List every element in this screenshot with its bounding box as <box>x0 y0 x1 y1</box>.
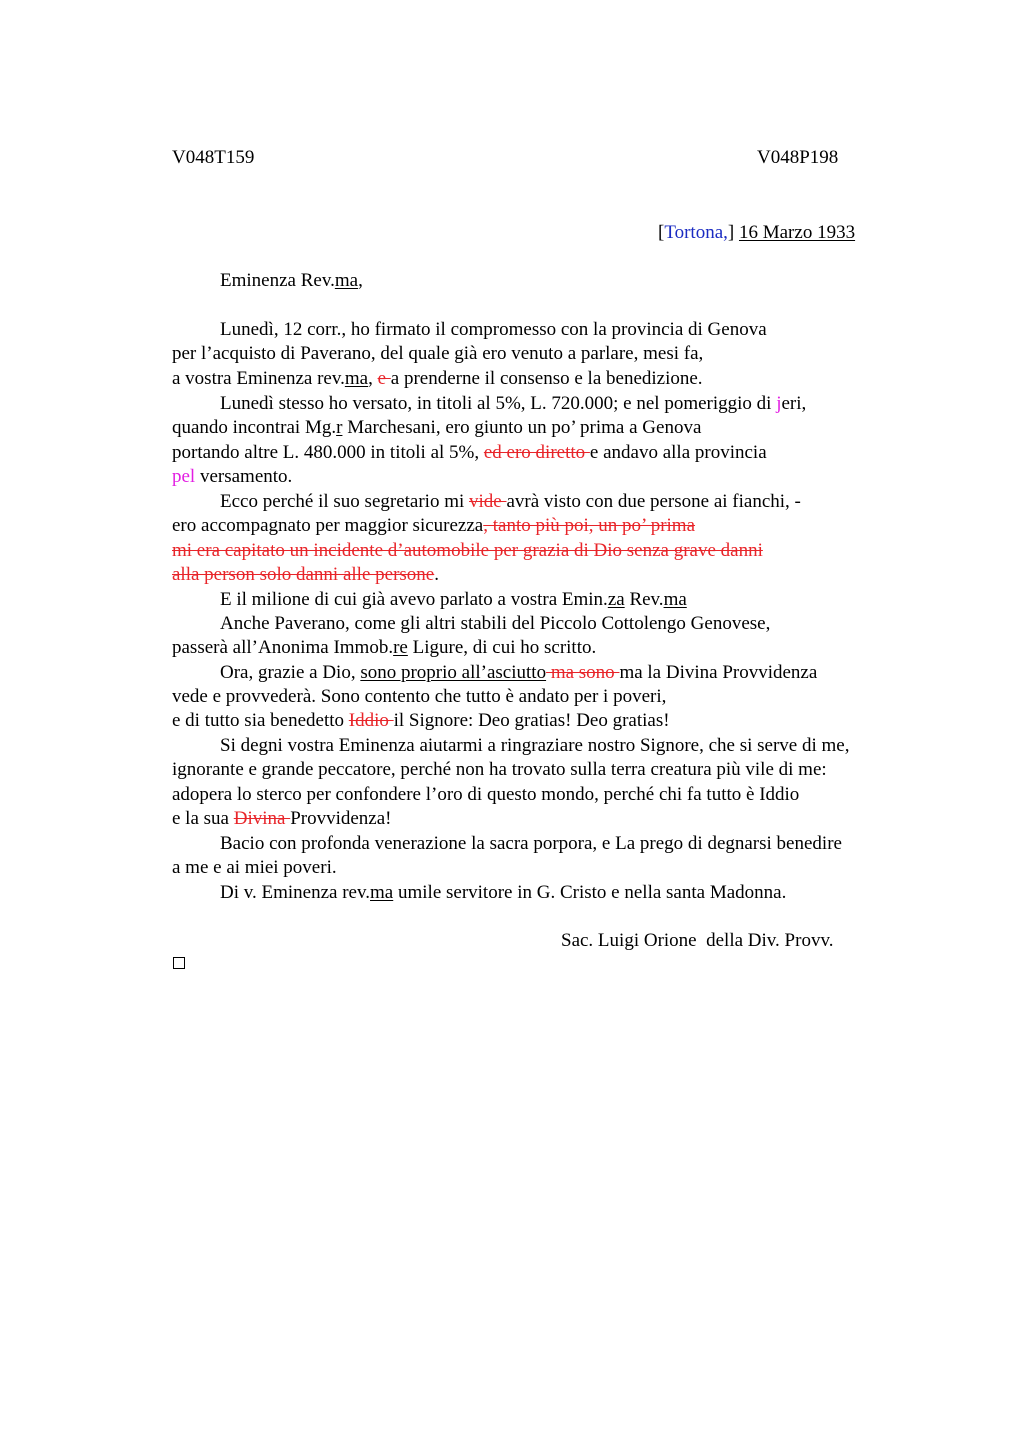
salutation: Eminenza Rev.ma, <box>220 270 363 291</box>
body-line-12: E il milione di cui già avevo parlato a vostra Emin.za Rev.ma <box>220 589 687 610</box>
body-line-3: a vostra Eminenza rev.ma, e a prenderne il consenso e la benedizione. <box>172 368 703 389</box>
body-line-14: passerà all’Anonima Immob.re Ligure, di cui ho scritto. <box>172 637 597 658</box>
dateline-date: 16 Marzo 1933 <box>738 222 856 243</box>
body-line-18: Si degni vostra Eminenza aiutarmi a ringraziare nostro Signore, che si serve di me, <box>220 735 850 756</box>
deleted-text: Iddio <box>348 710 394 731</box>
body-line-8: Ecco perché il suo segretario mi vide avrà visto con due persone ai fianchi, - <box>220 491 801 512</box>
document-code-right: V048P198 <box>757 147 839 168</box>
deleted-text: , tanto più poi, un po’ prima <box>483 515 696 536</box>
deleted-text: mi era capitato un incidente d’automobile per grazia di Dio senza grave danni <box>172 540 763 561</box>
deleted-text: vide <box>469 491 507 512</box>
document-code-left: V048T159 <box>172 147 255 168</box>
body-line-17: e di tutto sia benedetto Iddio il Signore: Deo gratias! Deo gratias! <box>172 710 670 731</box>
body-line-24: Di v. Eminenza rev.ma umile servitore in G. Cristo e nella santa Madonna. <box>220 882 787 903</box>
body-line-15: Ora, grazie a Dio, sono proprio all’asciutto ma sono ma la Divina Provvidenza <box>220 662 818 683</box>
body-line-22: Bacio con profonda venerazione la sacra porpora, e La prego di degnarsi benedire <box>220 833 842 854</box>
deleted-text: ed ero diretto <box>483 442 590 463</box>
body-line-2: per l’acquisto di Paverano, del quale già ero venuto a parlare, mesi fa, <box>172 343 704 364</box>
body-line-19: ignorante e grande peccatore, perché non ha trovato sulla terra creatura più vile di me: <box>172 759 827 780</box>
dateline <box>658 221 855 245</box>
body-line-1: Lunedì, 12 corr., ho firmato il compromesso con la provincia di Genova <box>220 319 767 340</box>
body-line-5: quando incontrai Mg.r Marchesani, ero giunto un po’ prima a Genova <box>172 417 702 438</box>
body-line-16: vede e provvederà. Sono contento che tutto è andato per i poveri, <box>172 686 667 707</box>
deleted-text: Divina <box>233 808 291 829</box>
deleted-text: ma sono <box>546 662 620 683</box>
dateline-open-bracket: [ <box>658 222 665 243</box>
deleted-text: e <box>377 368 391 389</box>
body-line-23: a me e ai miei poveri. <box>172 857 337 878</box>
deleted-text: alla person solo danni alle persone <box>172 564 435 585</box>
body-line-4: Lunedì stesso ho versato, in titoli al 5%, L. 720.000; e nel pomeriggio di jeri, <box>220 393 807 414</box>
body-line-7: pel versamento. <box>172 466 293 487</box>
body-line-21: e la sua Divina Provvidenza! <box>172 808 392 829</box>
body-line-11: alla person solo danni alle persone. <box>172 564 439 585</box>
dateline-place: Tortona, <box>664 222 728 243</box>
body-line-20: adopera lo sterco per confondere l’oro di questo mondo, perché chi fa tutto è Iddio <box>172 784 800 805</box>
body-line-10 <box>172 539 763 563</box>
dateline-close-bracket: ] <box>727 222 735 243</box>
body-line-13: Anche Paverano, come gli altri stabili del Piccolo Cottolengo Genovese, <box>220 613 771 634</box>
end-marker-box <box>173 957 185 969</box>
inserted-text: j <box>776 393 782 414</box>
body-line-6: portando altre L. 480.000 in titoli al 5%, ed ero diretto e andavo alla provincia <box>172 442 767 463</box>
inserted-text: pel <box>172 466 196 487</box>
signature: Sac. Luigi Orione della Div. Provv. <box>561 930 834 951</box>
body-line-9: ero accompagnato per maggior sicurezza, tanto più poi, un po’ prima <box>172 515 696 536</box>
